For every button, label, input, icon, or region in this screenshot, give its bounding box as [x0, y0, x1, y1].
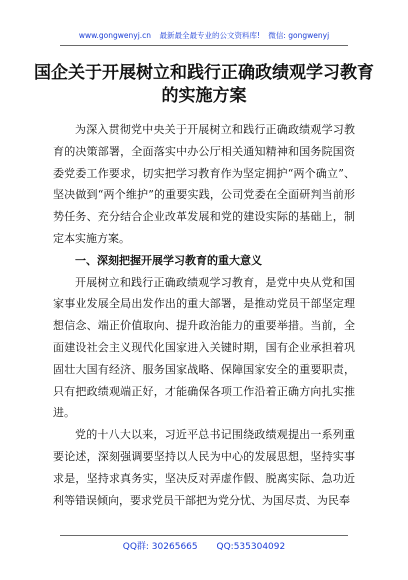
page-header [0, 30, 408, 41]
document-title: 国企关于开展树立和践行正确政绩观学习教育的实施方案 [34, 63, 374, 106]
intro-paragraph: 为深入贯彻党中央关于开展树立和践行正确政绩观学习教育的决策部署，全面落实中办公厅相关通知精神和国务院国资委党委工作要求，切实把学习教育作为坚定拥护“两个确立”、坚决做到“两个维护”的重要实践，公司党委在全面研判当前形势任务、充分结合企业改革发展和党的建设实际的基础上，制定本实施方案。 [53, 123, 355, 245]
footer-divider [60, 535, 348, 536]
qq-number: QQ:535304092 [216, 542, 286, 552]
site-url[interactable]: www.gongwenyj.cn [78, 31, 152, 40]
header-divider [60, 45, 348, 46]
wechat-id: 微信: gongwenyj [268, 31, 330, 40]
header-slogan: 最新最全最专业的公文资料库! [159, 31, 260, 40]
page-footer [0, 539, 408, 552]
body-paragraph: 党的十八大以来，习近平总书记围绕政绩观提出一系列重要论述，深刻强调要坚持以人民为中心的发展思想，坚持实事求是，坚持求真务实，坚决反对弄虚作假、脱离实际、急功近利等错误倾向，要求党员干部把为党分忧、为国尽责、为民奉 [53, 428, 355, 507]
qq-group: QQ群: 30265665 [122, 542, 198, 552]
document-body [53, 119, 355, 511]
body-paragraph: 开展树立和践行正确政绩观学习教育，是党中央从党和国家事业发展全局出发作出的重大部署，是推动党员干部坚定理想信念、端正价值取向、提升政治能力的重要举措。当前，全面建设社会主义现代化国家进入关键时期，国有企业承担着巩固壮大国有经济、服务国家战略、保障国家安全的重要职责，只有把政绩观端正好，才能确保各项工作沿着正确方向扎实推进。 [53, 275, 355, 420]
section-heading: 一、深刻把握开展学习教育的重大意义 [75, 253, 262, 267]
